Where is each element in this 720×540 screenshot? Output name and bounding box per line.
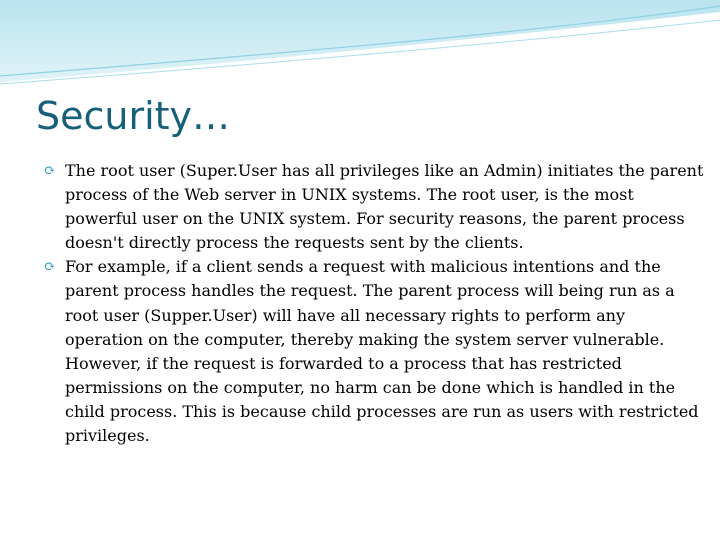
bullet-icon: ⟳ [44, 163, 56, 179]
header-wave-fill [0, 0, 720, 82]
bullet-list [44, 159, 704, 448]
bullet-item [44, 159, 704, 255]
bullet-text: The root user (Super.User has all privileges like an Admin) initiates the parent process of the Web server in UNIX systems. The root user, is the most powerful user on the UNIX system. For security reasons, the parent process doesn't directly process the requests sent by the clients. [65, 161, 704, 253]
bullet-icon: ⟳ [44, 259, 56, 276]
slide-title: Security… [36, 94, 231, 138]
bullet-text: For example, if a client sends a request with malicious intentions and the parent process handles the request. The parent process will being run as a root user (Supper.User) will have all necessary rights to perform any operation on the computer, thereby making the system server vulnerable. However, if the request is forwarded to a process that has restricted permissions on the computer, no harm can be done which is handled in the child process. This is because child processes are run as users with restricted privileges. [65, 257, 699, 446]
header-band [0, 0, 720, 90]
bullet-item [44, 255, 704, 448]
